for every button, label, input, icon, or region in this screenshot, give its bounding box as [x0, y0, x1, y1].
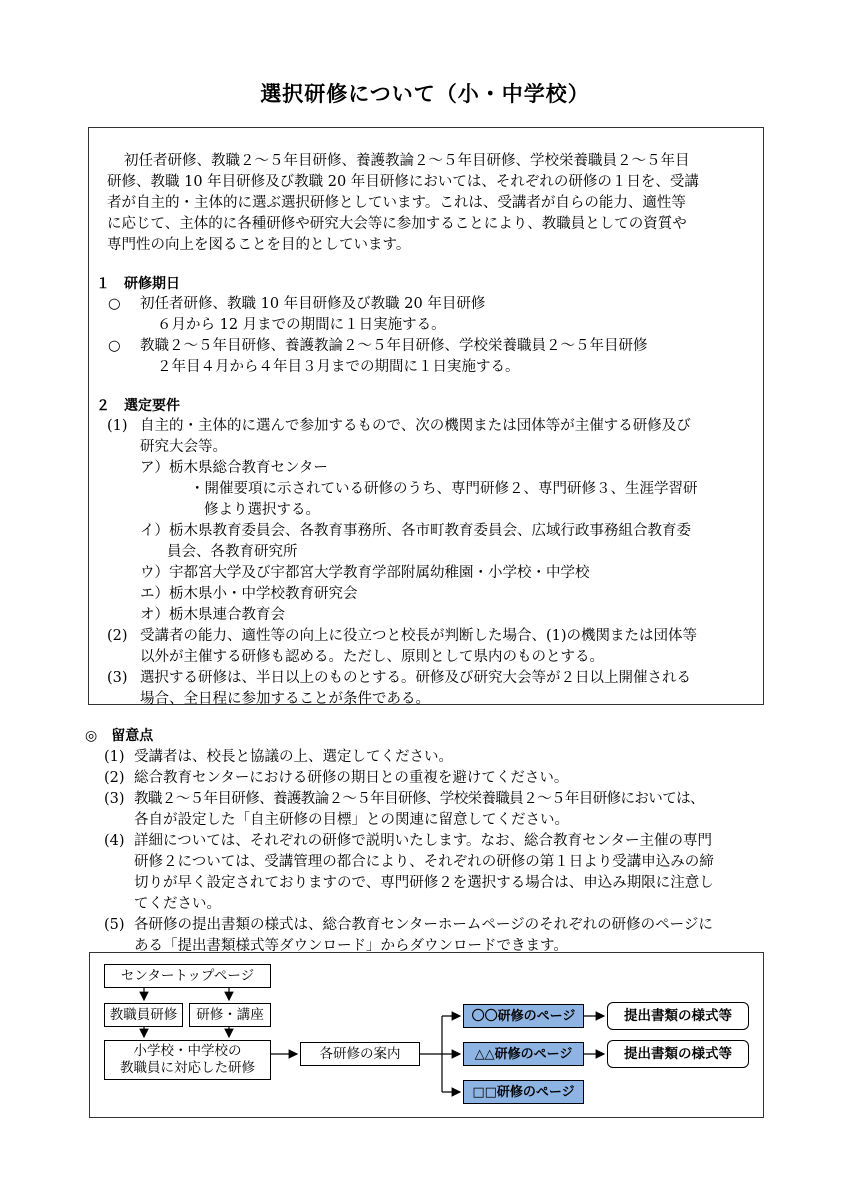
training-page-3-box[interactable]: □□研修のページ [463, 1080, 584, 1104]
training-guide-box[interactable]: 各研修の案内 [300, 1042, 420, 1066]
school-staff-line2: 教職員に対応した研修 [120, 1060, 255, 1076]
intro-line: 初任者研修、教職２～５年目研修、養護教論２～５年目研修、学校栄養職員２～５年目 [124, 153, 690, 169]
note-text: 切りが早く設定されておりますので、専門研修２を選択する場合は、申込み期限に注意し [134, 875, 714, 891]
organization-subitem: ・開催要項に示されている研修のうち、専門研修２、専門研修３、生涯学習研 [190, 481, 698, 497]
notes-heading: ◎ 留意点 [85, 728, 154, 744]
organization-item: ウ）宇都宮大学及び宇都宮大学教育学部附属幼稚園・小学校・中学校 [140, 565, 590, 581]
item-number: (1) [104, 749, 125, 765]
bullet: ○ [108, 338, 121, 354]
item-number: (2) [104, 770, 125, 786]
organization-item: オ）栃木県連合教育会 [140, 607, 285, 623]
note-text: 詳細については、それぞれの研修で説明いたします。なお、総合教育センター主催の専門 [134, 833, 712, 849]
schedule-detail: ２年目４月から４年目３月までの期間に１日実施する。 [157, 359, 520, 375]
schedule-detail: ６月から 12 月までの期間に１日実施する。 [157, 317, 446, 333]
training-page-2-box[interactable]: △△研修のページ [463, 1042, 584, 1066]
note-text: 各研修の提出書類の様式は、総合教育センターホームページのそれぞれの研修のページに [134, 917, 713, 933]
training-courses-box[interactable]: 研修・講座 [189, 1003, 271, 1027]
organization-item: エ）栃木県小・中学校教育研究会 [140, 586, 358, 602]
intro-line: に応じて、主体的に各種研修や研究大会等に参加することにより、教職員としての資質や [107, 216, 687, 232]
page-title: 選択研修について（小・中学校） [260, 82, 590, 106]
item-number: (3) [107, 670, 128, 686]
note-text: 各自が設定した「自主研修の目標」との関連に留意してください。 [134, 812, 569, 828]
requirement-text: 選択する研修は、半日以上のものとする。研修及び研究大会等が２日以上開催される [140, 670, 691, 686]
note-text: 教職２～５年目研修、養護教論２～５年目研修、学校栄養職員２～５年目研修においては、 [134, 791, 704, 807]
requirement-text: 自主的・主体的に選んで参加するもので、次の機関または団体等が主催する研修及び [140, 418, 691, 434]
item-number: (5) [104, 917, 125, 933]
center-top-page-box[interactable]: センタートップページ [104, 964, 271, 988]
staff-training-box[interactable]: 教職員研修 [104, 1003, 183, 1027]
schedule-item: 初任者研修、教職 10 年目研修及び教職 20 年目研修 [140, 296, 486, 312]
note-text: ある「提出書類様式等ダウンロード」からダウンロードできます。 [134, 938, 568, 954]
note-text: 総合教育センターにおける研修の期日との重複を避けてください。 [134, 770, 569, 786]
intro-line: 者が自主的・主体的に選ぶ選択研修としています。これは、受講者が自らの能力、適性等 [107, 195, 686, 211]
submission-forms-box-1[interactable]: 提出書類の様式等 [607, 1002, 749, 1030]
organization-item: ア）栃木県総合教育センター [140, 460, 328, 476]
requirement-text: 場合、全日程に参加することが条件である。 [140, 691, 430, 707]
item-number: (1) [107, 418, 128, 434]
requirement-text: 以外が主催する研修も認める。ただし、原則として県内のものとする。 [140, 649, 604, 665]
submission-forms-box-2[interactable]: 提出書類の様式等 [607, 1040, 749, 1068]
intro-line: 専門性の向上を図ることを目的としています。 [107, 237, 411, 253]
schedule-item: 教職２～５年目研修、養護教論２～５年目研修、学校栄養職員２～５年目研修 [140, 338, 648, 354]
school-staff-line1: 小学校・中学校の [133, 1043, 242, 1059]
training-page-1-box[interactable]: 〇〇研修のページ [463, 1004, 584, 1028]
organization-item: イ）栃木県教育委員会、各教育事務所、各市町教育委員会、広域行政事務組合教育委 [140, 523, 691, 539]
item-number: (3) [104, 791, 125, 807]
item-number: (2) [107, 628, 128, 644]
bullet: ○ [108, 296, 121, 312]
requirement-text: 受講者の能力、適性等の向上に役立つと校長が判断した場合、(1)の機関または団体等 [140, 628, 698, 644]
section-heading: ２ 選定要件 [96, 398, 180, 414]
note-text: 研修２については、受講管理の都合により、それぞれの研修の第１日より受講申込みの締 [134, 854, 714, 870]
school-staff-training-box[interactable] [104, 1040, 271, 1080]
section-heading: １ 研修期日 [96, 276, 180, 292]
note-text: 受講者は、校長と協議の上、選定してください。 [134, 749, 453, 765]
intro-line: 研修、教職 10 年目研修及び教職 20 年目研修においては、それぞれの研修の１日を、受講 [107, 174, 699, 190]
note-text: てください。 [134, 896, 221, 912]
organization-subitem: 修より選択する。 [204, 502, 320, 518]
item-number: (4) [104, 833, 125, 849]
organization-item: 員会、各教育研究所 [167, 544, 298, 560]
requirement-text: 研究大会等。 [140, 439, 227, 455]
